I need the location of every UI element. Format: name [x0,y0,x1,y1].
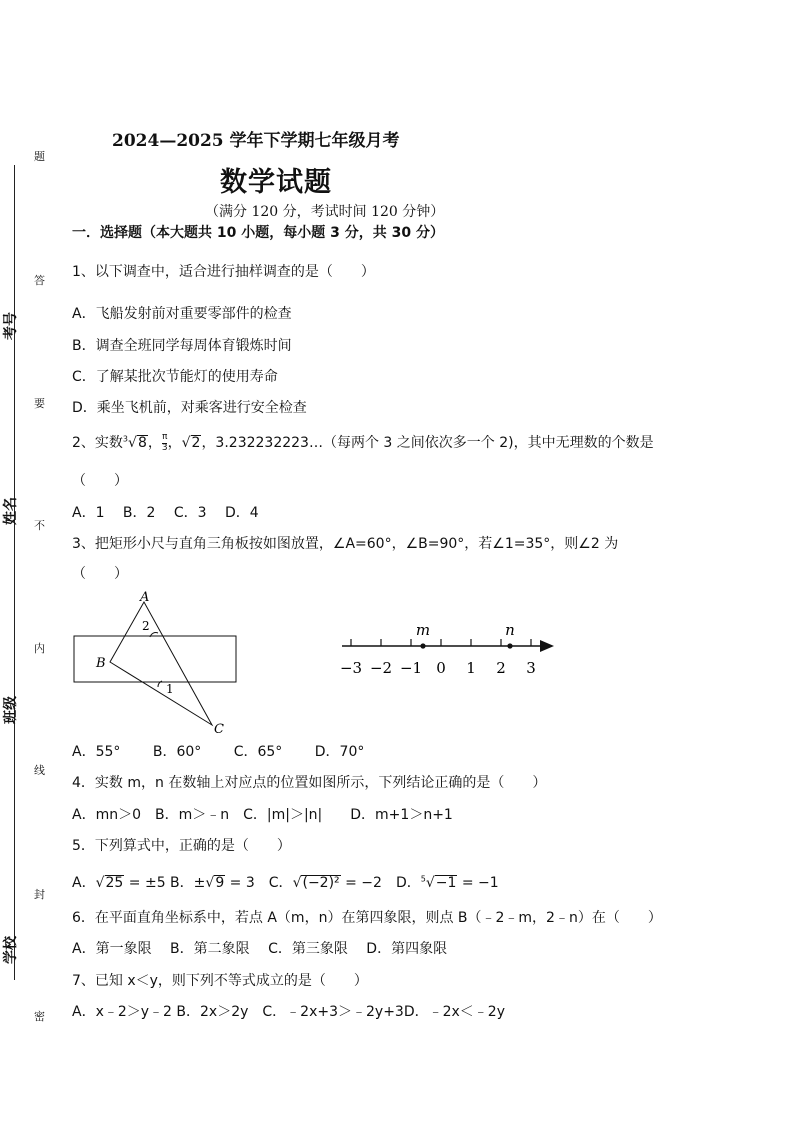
school-label: 学校 [3,936,19,964]
number-line-tick-label: −1 [399,659,423,677]
q2-stem-start: 2、实数 [72,435,123,451]
class-label: 班级 [3,696,19,724]
q5-a-prefix: A． [72,875,96,891]
binding-char: 题 [34,150,45,163]
binding-char: 封 [34,888,45,901]
q3-stem: 3、把矩形小尺与直角三角板按如图放置，∠A=60°，∠B=90°，若∠1=35°，则∠2 为 [72,536,619,552]
section-heading: 一．选择题（本大题共 10 小题，每小题 3 分，共 30 分） [72,225,444,241]
number-line-point-n [507,643,512,648]
set-square-triangle [110,602,212,725]
q5-c-radicand: (−2)² [302,875,340,891]
q2-frac-den: 3 [161,442,168,453]
angle-2-label: 2 [142,619,150,633]
q1-stem: 1、以下调查中，适合进行抽样调查的是（ ） [72,264,375,280]
q5-options: A．√25 = ±5 B．±√9 = 3 C．√(−2)² = −2 D．$^5$√−1 = −1 [72,874,499,891]
student-name-label: 姓名 [3,497,19,525]
q6-options: A．第一象限 B．第二象限 C．第三象限 D．第四象限 [72,941,448,957]
q7-stem: 7、已知 x＜y，则下列不等式成立的是（ ） [72,973,368,989]
binding-line [14,165,15,980]
q3-paren: （ ） [72,566,128,582]
binding-char: 答 [34,274,45,287]
q1-option-b: B．调查全班同学每周体育锻炼时间 [72,338,292,354]
q5-d-index: 5 [420,874,426,884]
exam-note: （满分 120 分，考试时间 120 分钟） [205,204,445,220]
binding-char: 要 [34,397,45,410]
binding-char: 不 [34,519,45,532]
q7-options: A．x﹣2＞y﹣2 B．2x＞2y C．﹣2x+3＞﹣2y+3D．﹣2x＜﹣2y [72,1004,506,1020]
number-line-point-label: n [505,621,515,639]
number-line-point-label: m [415,621,431,639]
vertex-b-label: B [96,656,106,671]
binding-char: 内 [34,642,45,655]
q5-b-rest: = 3 C． [225,875,293,891]
number-line-tick-label: 1 [466,659,476,677]
q2-stem-end: ，3.232232223…（每两个 3 之间依次多一个 2)，其中无理数的个数是 [201,435,654,451]
q5-d-rest: = −1 [457,875,499,891]
q2-fraction [162,433,168,454]
q5-a-rest: = ±5 B．± [124,875,206,891]
number-line-tick-label: −3 [339,659,363,677]
q2-frac-num: π [162,431,168,442]
exam-number-label: 考号 [3,312,19,340]
q3-options: A．55° B．60° C．65° D．70° [72,744,365,760]
q4-options: A．mn＞0 B．m＞﹣n C．|m|＞|n| D．m+1＞n+1 [72,807,453,823]
q5-d-radicand: −1 [435,875,457,891]
q2-stem: 2、实数$^3$√8， $\frac{\pi}{3}$ ，√2，3.232232223…（每两个 3 之间依次多一个 2)，其中无理数的个数是 [72,431,654,453]
q1-option-d: D．乘坐飞机前，对乘客进行安全检查 [72,400,307,416]
subject-title: 数学试题 [220,167,332,198]
q2-radicand-2: 2 [191,435,201,451]
q1-option-c: C．了解某批次节能灯的使用寿命 [72,369,278,385]
exam-title: 2024—2025 学年下学期七年级月考 [112,131,400,151]
vertex-c-label: C [214,722,224,737]
q5-b-radicand: 9 [215,875,225,891]
q5-a-radicand: 25 [105,875,124,891]
binding-char: 密 [34,1010,45,1023]
number-line-tick-label: −2 [369,659,393,677]
q1-option-a: A．飞船发射前对重要零部件的检查 [72,306,292,322]
number-line-tick-label: 0 [436,659,446,677]
binding-char: 线 [34,764,45,777]
q5-stem: 5．下列算式中，正确的是（ ） [72,838,291,854]
q2-radicand-1: 8 [137,435,147,451]
q2-cuberoot-index: 3 [122,434,129,444]
q5-c-rest: = −2 D． [340,875,421,891]
angle-1-label: 1 [166,682,174,696]
q2-paren: （ ） [72,473,128,489]
vertex-a-label: A [140,590,150,605]
q2-options: A．1 B．2 C．3 D．4 [72,505,259,521]
number-line-figure [330,615,570,685]
number-line-point-m [420,643,425,648]
ruler-triangle-figure [70,587,250,737]
number-line-tick-label: 3 [526,659,536,677]
number-line-tick-label: 2 [496,659,506,677]
q4-stem: 4．实数 m，n 在数轴上对应点的位置如图所示，下列结论正确的是（ ） [72,775,547,791]
q6-stem: 6．在平面直角坐标系中，若点 A（m，n）在第四象限，则点 B（﹣2﹣m，2﹣n）在（ ） [72,910,662,926]
number-line-arrow [540,640,554,652]
